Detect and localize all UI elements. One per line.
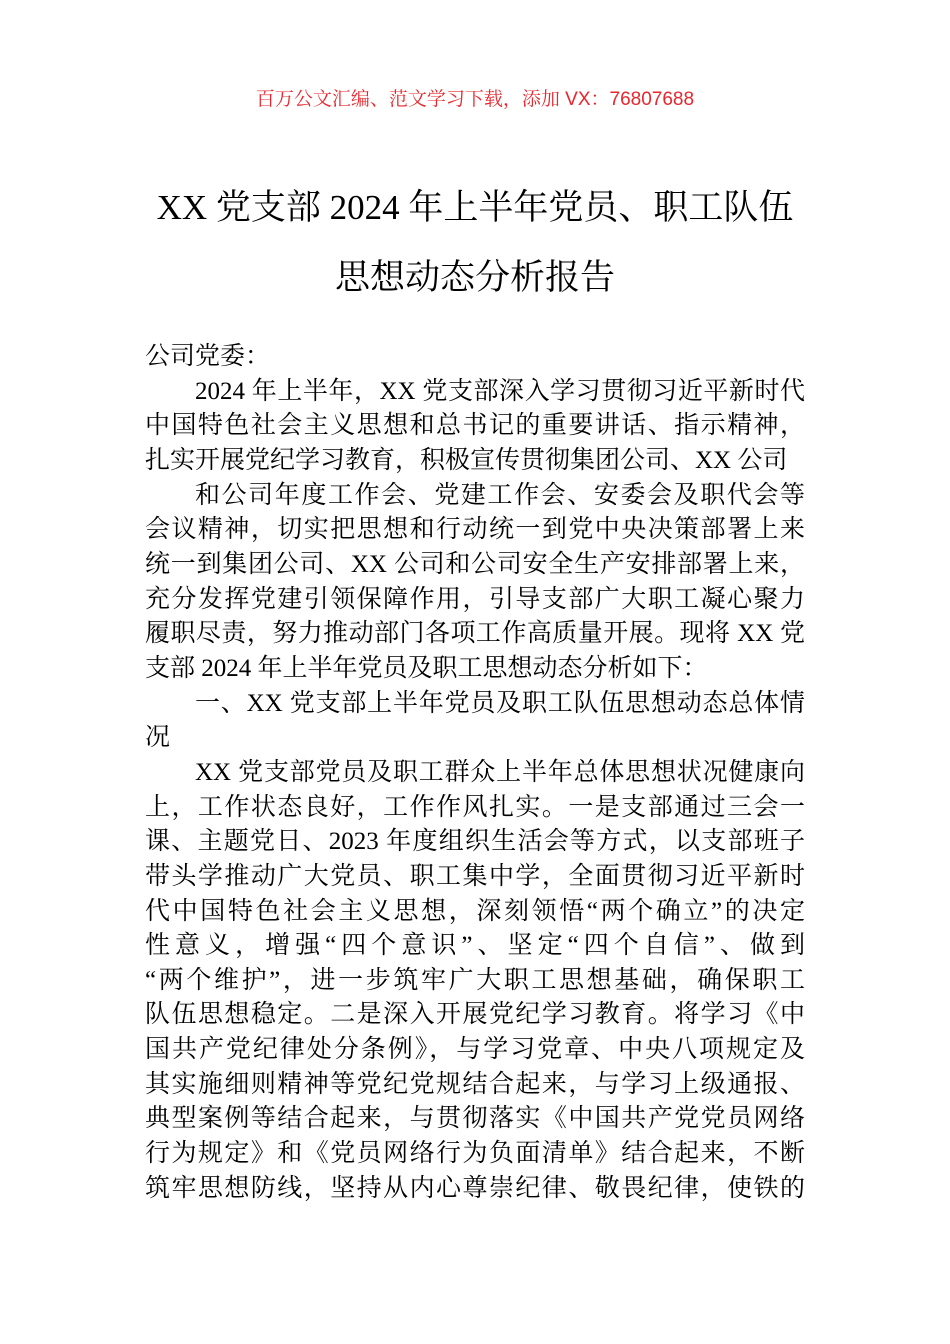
text-line: 带头学推动广大党员、职工集中学，全面贯彻习近平新时 <box>145 862 805 890</box>
download-banner: 百万公文汇编、范文学习下载，添加 VX：76807688 <box>255 89 695 110</box>
document-title-line-1: XX 党支部 2024 年上半年党员、职工队伍 <box>156 188 794 227</box>
text-line: 2024 年上半年，XX 党支部深入学习贯彻习近平新时代 <box>195 377 805 405</box>
text-line: 一、XX 党支部上半年党员及职工队伍思想动态总体情 <box>195 689 805 717</box>
text-line: 筑牢思想防线，坚持从内心尊崇纪律、敬畏纪律，使铁的 <box>145 1174 805 1202</box>
text-line: 充分发挥党建引领保障作用，引导支部广大职工凝心聚力 <box>145 585 805 613</box>
text-line: 行为规定》和《党员网络行为负面清单》结合起来，不断 <box>145 1140 805 1168</box>
salutation: 公司党委： <box>145 343 271 370</box>
text-line: 性意义，增强“四个意识”、坚定“四个自信”、做到 <box>145 932 805 960</box>
body-text <box>145 375 805 1207</box>
text-line: 和公司年度工作会、党建工作会、安委会及职代会等 <box>195 481 805 509</box>
document-body <box>145 340 805 1206</box>
text-line: 会议精神，切实把思想和行动统一到党中央决策部署上来 <box>145 516 805 544</box>
text-line: 统一到集团公司、XX 公司和公司安全生产安排部署上来， <box>145 550 805 578</box>
text-line: 履职尽责，努力推动部门各项工作高质量开展。现将 XX 党 <box>145 620 805 648</box>
text-line: “两个维护”，进一步筑牢广大职工思想基础，确保职工 <box>145 966 805 994</box>
text-line: 队伍思想稳定。二是深入开展党纪学习教育。将学习《中 <box>145 1001 805 1029</box>
text-line: 支部 2024 年上半年党员及职工思想动态分析如下： <box>145 654 708 682</box>
text-line: 代中国特色社会主义思想，深刻领悟“两个确立”的决定 <box>145 897 805 925</box>
text-line: 况 <box>145 724 171 752</box>
text-line: 中国特色社会主义思想和总书记的重要讲话、指示精神， <box>145 412 805 440</box>
text-line: 其实施细则精神等党纪党规结合起来，与学习上级通报、 <box>145 1070 805 1098</box>
document-title-line-2: 思想动态分析报告 <box>334 258 615 297</box>
text-line: XX 党支部党员及职工群众上半年总体思想状况健康向 <box>195 758 805 786</box>
text-line: 国共产党纪律处分条例》，与学习党章、中央八项规定及 <box>145 1036 805 1064</box>
text-line: 典型案例等结合起来，与贯彻落实《中国共产党党员网络 <box>145 1105 805 1133</box>
text-line: 课、主题党日、2023 年度组织生活会等方式，以支部班子 <box>145 828 805 856</box>
text-line: 扎实开展党纪学习教育，积极宣传贯彻集团公司、XX 公司 <box>145 446 788 474</box>
text-line: 上，工作状态良好，工作作风扎实。一是支部通过三会一 <box>145 793 805 821</box>
